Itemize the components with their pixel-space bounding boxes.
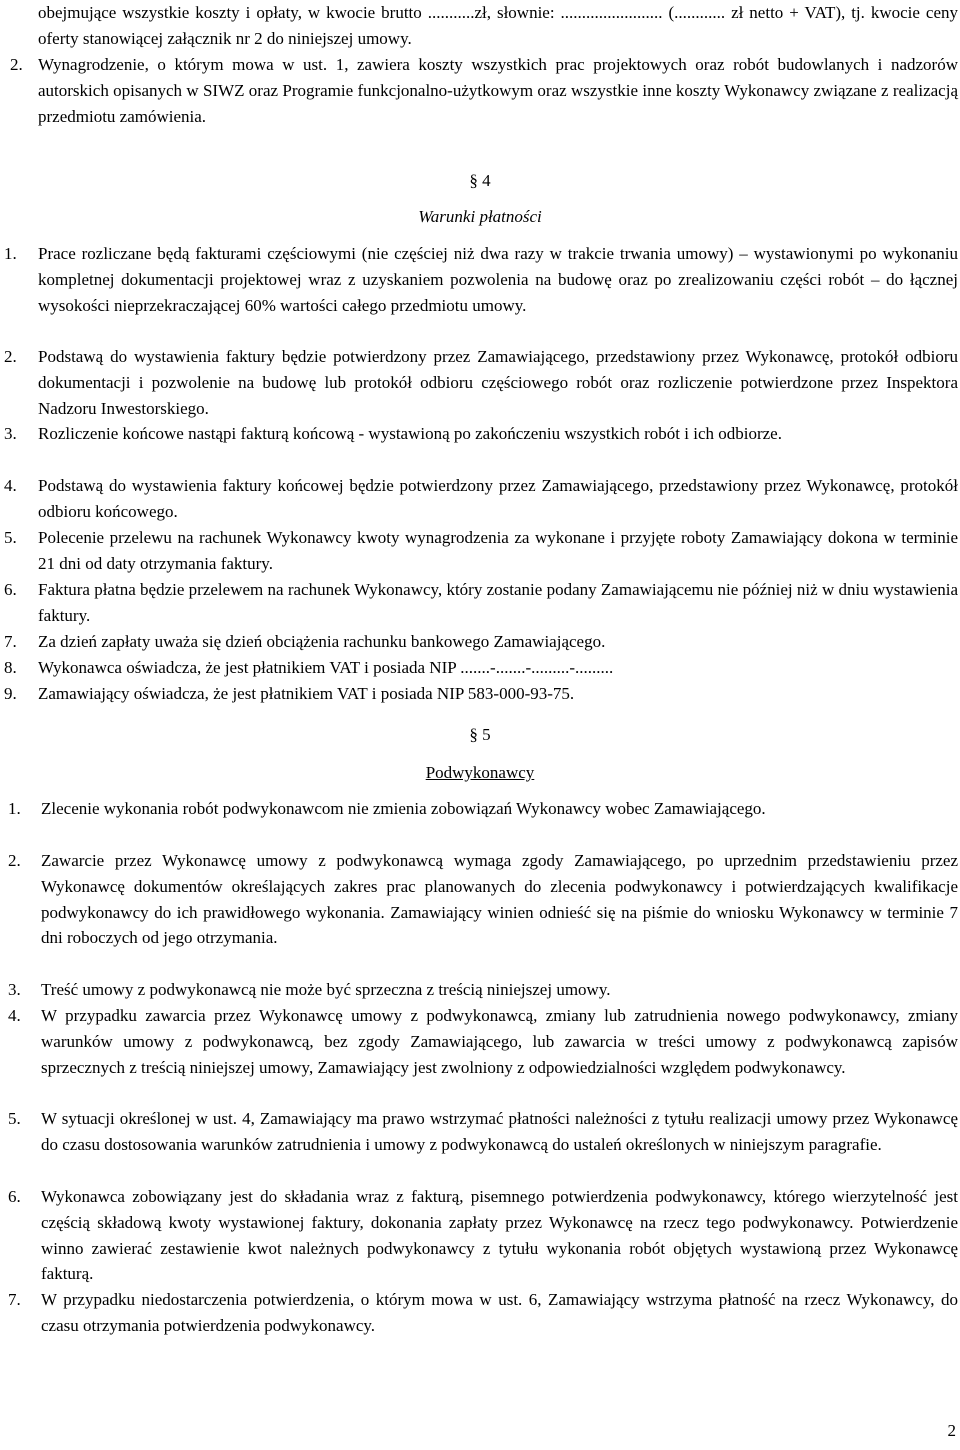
item-text: Prace rozliczane będą fakturami częściowymi (nie częściej niż dwa razy w trakcie trwania umowy) – wystawionymi po wykonaniu kompletnej dokumentacji projektowej wraz z uzyskaniem pozwolenia na budowę oraz po zrealizowaniu części robót – do łącznej wysokości nieprzekraczającej 60% wartości całego przedmiotu umowy. (38, 244, 958, 315)
item-number: 4. (8, 1006, 21, 1025)
intro-paragraph: obejmujące wszystkie koszty i opłaty, w kwocie brutto ...........zł, słownie: ........................ (............ zł netto + VAT), tj. kwocie ceny oferty stanowiącej załącznik nr 2 do niniejszej umowy. (38, 3, 958, 48)
item-number: 2. (4, 347, 17, 366)
item-number: 1. (4, 244, 17, 263)
item-number: 2. (8, 851, 21, 870)
item-number: 8. (4, 658, 17, 677)
item-text: W sytuacji określonej w ust. 4, Zamawiający ma prawo wstrzymać płatności należności z tytułu realizacji umowy przez Wykonawcę do czasu dostosowania warunków zatrudnienia i umowy z podwykonawcą do ustaleń określonych w niniejszym paragrafie. (41, 1109, 958, 1154)
item-text: W przypadku niedostarczenia potwierdzenia, o którym mowa w ust. 6, Zamawiający wstrzyma płatność na rzecz Wykonawcy, do czasu otrzymania potwierdzenia podwykonawcy. (41, 1290, 958, 1335)
item-number: 6. (4, 580, 17, 599)
section-title: Podwykonawcy (425, 763, 535, 782)
item-number: 7. (4, 632, 17, 651)
item-text: Za dzień zapłaty uważa się dzień obciążenia rachunku bankowego Zamawiającego. (38, 632, 606, 651)
item-number: 5. (4, 528, 17, 547)
item-text: Polecenie przelewu na rachunek Wykonawcy kwoty wynagrodzenia za wykonane i przyjęte roboty Zamawiający dokona w terminie 21 dni od daty otrzymania faktury. (38, 528, 958, 573)
item-text: Wynagrodzenie, o którym mowa w ust. 1, zawiera koszty wszystkich prac projektowych oraz robót budowlanych i nadzorów autorskich opisanych w SIWZ oraz Programie funkcjonalno-użytkowym oraz wszystkie inne koszty Wykonawcy związane z realizacją przedmiotu zamówienia. (38, 55, 958, 126)
item-text: Rozliczenie końcowe nastąpi fakturą końcową - wystawioną po zakończeniu wszystkich robót i ich odbiorze. (38, 424, 782, 443)
item-text: Podstawą do wystawienia faktury końcowej będzie potwierdzony przez Zamawiającego, przedstawiony przez Wykonawcę, protokół odbioru końcowego. (38, 476, 958, 521)
item-text: Zamawiający oświadcza, że jest płatnikiem VAT i posiada NIP 583-000-93-75. (38, 684, 575, 703)
item-text: Podstawą do wystawienia faktury będzie potwierdzony przez Zamawiającego, przedstawiony przez Wykonawcę, protokół odbioru dokumentacji i pozwolenie na budowę lub protokół odbioru częściowego robót oraz rozliczenie potwierdzone przez Inspektora Nadzoru Inwestorskiego. (38, 347, 958, 418)
item-number: 6. (8, 1187, 21, 1206)
item-text: W przypadku zawarcia przez Wykonawcę umowy z podwykonawcą, zmiany lub zatrudnienia nowego podwykonawcy, zmiany warunków umowy z podwykonawcą, bez zgody Zamawiającego, lub zawarcia w treści umowy z podwykonawcą zapisów sprzecznych z treścią niniejszej umowy, Zamawiający jest zwolniony z odpowiedzialności względem podwykonawcy. (41, 1006, 958, 1077)
item-text: Wykonawca zobowiązany jest do składania wraz z fakturą, pisemnego potwierdzenia podwykonawcy, którego wierzytelność jest częścią składową kwoty wystawionej faktury, dokonania zapłaty przez Wykonawcę na rzecz tego podwykonawcy. Potwierdzenie winno zawierać zestawienie kwot należnych podwykonawcy z tytułu wykonania robót objętych wystawioną przez Wykonawcę fakturą. (41, 1187, 958, 1284)
item-number: 3. (8, 980, 21, 999)
item-text: Zawarcie przez Wykonawcę umowy z podwykonawcą wymaga zgody Zamawiającego, po uprzednim przedstawieniu przez Wykonawcę dokumentów określających zakres prac planowanych do zlecenia podwykonawcy i potwierdzających kwalifikacje podwykonawcy do ich prawidłowego wykonania. Zamawiający winien odnieść się na piśmie do wniosku Wykonawcy w terminie 7 dni roboczych od jego otrzymania. (41, 851, 958, 948)
item-text: Treść umowy z podwykonawcą nie może być sprzeczna z treścią niniejszej umowy. (41, 980, 611, 999)
page-number: 2 (947, 1421, 956, 1440)
item-number: 7. (8, 1290, 21, 1309)
item-text: Wykonawca oświadcza, że jest płatnikiem VAT i posiada NIP .......-.......-.........-......... (38, 658, 614, 677)
section-number: § 5 (469, 725, 491, 744)
section-title: Warunki płatności (418, 207, 542, 226)
item-number: 1. (8, 799, 21, 818)
section-number: § 4 (469, 171, 491, 190)
item-number: 2. (10, 55, 23, 74)
item-number: 4. (4, 476, 17, 495)
item-text: Zlecenie wykonania robót podwykonawcom nie zmienia zobowiązań Wykonawcy wobec Zamawiającego. (41, 799, 766, 818)
item-number: 3. (4, 424, 17, 443)
item-number: 9. (4, 684, 17, 703)
item-text: Faktura płatna będzie przelewem na rachunek Wykonawcy, który zostanie podany Zamawiającemu nie później niż w dniu wystawienia faktury. (38, 580, 958, 625)
item-number: 5. (8, 1109, 21, 1128)
